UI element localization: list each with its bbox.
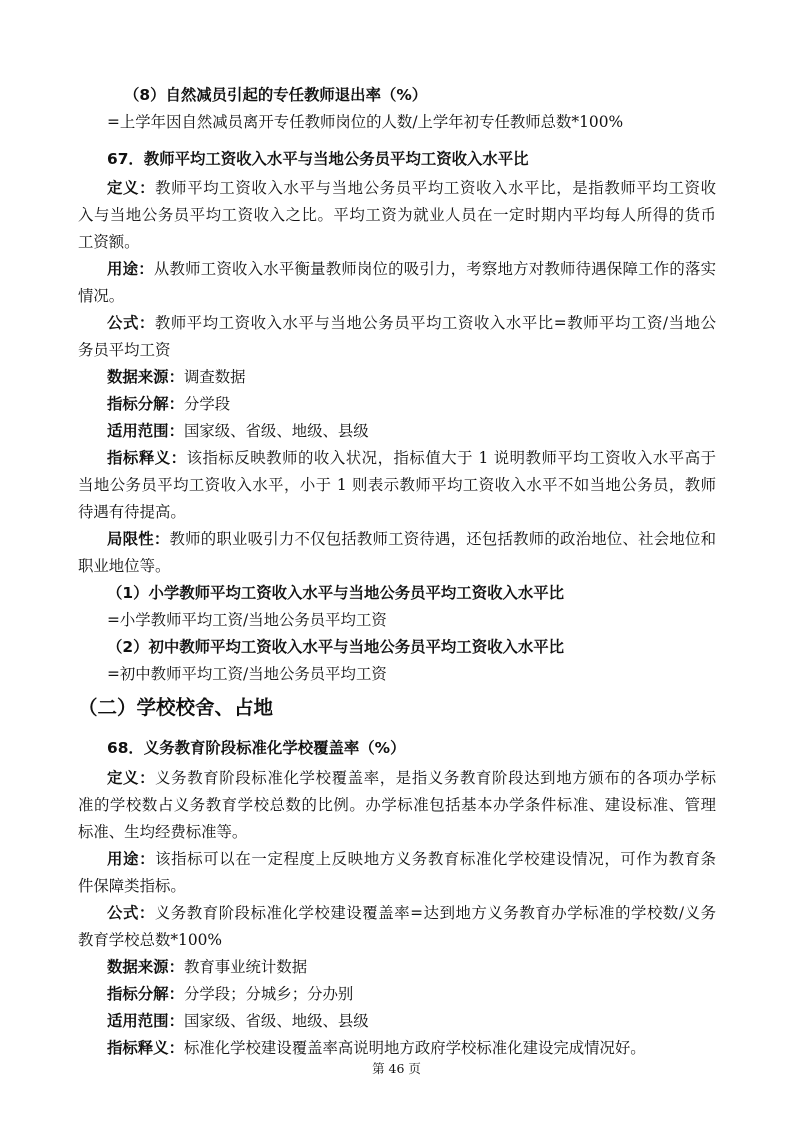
indicator-67-title: 67．教师平均工资收入水平与当地公务员平均工资收入水平比 bbox=[107, 150, 529, 168]
subsection-2-title: （2）初中教师平均工资收入水平与当地公务员平均工资收入水平比 bbox=[107, 638, 565, 656]
subsection-1-title: （1）小学教师平均工资收入水平与当地公务员平均工资收入水平比 bbox=[107, 584, 565, 602]
definition-label: 定义： bbox=[107, 179, 156, 197]
subsection-8-formula: =上学年因自然减员离开专任教师岗位的人数/上学年初专任教师总数*100% bbox=[107, 113, 624, 131]
indicator-67-data-source: 数据来源：调查数据 bbox=[107, 368, 246, 386]
subsection-1-formula: =小学教师平均工资/当地公务员平均工资 bbox=[107, 611, 387, 629]
page-number: 第 46 页 bbox=[372, 1061, 421, 1076]
document-page: （8）自然减员引起的专任教师退出率（%） =上学年因自然减员离开专任教师岗位的人数/上学年初专任教师总数*100% 67．教师平均工资收入水平与当地公务员平均工资收入水平比 定义：教师平均工资收入水平与当地公务员平均工资收入水平比，是指教师平均工资收 入与当地公务员平均工资收入之比。平均工资为就业人员在一定时期内平均每人所得的货币 工资额。 用途：从教师工资收入水平衡量教师岗位的吸引力，考察地方对教师待遇保障工作的落实 情况。 公式：教师平均工资收入水平与当地公务员平均工资收入水平比=教师平均工资/当地公 务员平均工资 数据来源：调查数据 指标分解：分学段 适用范围：国家级、省级、地级、县级 指标释义：该指标反映教师的收入状况，指标值大于 1 说明教师平均工资收入水平高于 当地公务员平均工资收入水平，小于 1 则表示教师平均工资收入水平不如当地公务员，教师 待遇有待提高。 局限性：教师的职业吸引力不仅包括教师工资待遇，还包括教师的政治地位、社会地位和 职业地位等。 （1）小学教师平均工资收入水平与当地公务员平均工资收入水平比 =小学教师平均工资/当地公务员平均工资 （2）初中教师平均工资收入水平与当地公务员平均工资收入水平比 =初中教师平均工资/当地公务员平均工资 （二）学校校舍、占地 68．义务教育阶段标准化学校覆盖率（%） 定义：义务教育阶段标准化学校覆盖率，是指义务教育阶段达到地方颁布的各项办学标 准的学校数占义务教育学校总数的比例。办学标准包括基本办学条件标准、建设标准、管理 标准、生均经费标准等。 用途：该指标可以在一定程度上反映地方义务教育标准化学校建设情况，可作为教育条 件保障类指标。 公式：义务教育阶段标准化学校建设覆盖率=达到地方义务教育办学标准的学校数/义务 教育学校总数*100% 数据来源：教育事业统计数据 指标分解：分学段；分城乡；分办别 适用范围：国家级、省级、地级、县级 指标释义：标准化学校建设覆盖率高说明地方政府学校标准化建设完成情况好。 第 46 页 bbox=[0, 0, 793, 1123]
indicator-67-limitation: 局限性：教师的职业吸引力不仅包括教师工资待遇，还包括教师的政治地位、社会地位和 bbox=[107, 530, 716, 548]
usage-label: 用途： bbox=[107, 260, 154, 278]
section-heading: （二）学校校舍、占地 bbox=[78, 696, 274, 719]
subsection-2-formula: =初中教师平均工资/当地公务员平均工资 bbox=[107, 665, 387, 683]
formula-label: 公式： bbox=[107, 314, 155, 332]
indicator-68-scope: 适用范围：国家级、省级、地级、县级 bbox=[107, 1012, 369, 1030]
indicator-68-breakdown: 指标分解：分学段；分城乡；分办别 bbox=[107, 985, 354, 1003]
indicator-67-breakdown: 指标分解：分学段 bbox=[107, 395, 231, 413]
indicator-68-usage: 用途：该指标可以在一定程度上反映地方义务教育标准化学校建设情况，可作为教育条 bbox=[107, 850, 716, 868]
indicator-67-usage: 用途：从教师工资收入水平衡量教师岗位的吸引力，考察地方对教师待遇保障工作的落实 bbox=[107, 260, 716, 278]
subsection-8-title: （8）自然减员引起的专任教师退出率（%） bbox=[124, 86, 428, 104]
indicator-67-interpretation: 指标释义：该指标反映教师的收入状况，指标值大于 1 说明教师平均工资收入水平高于 bbox=[107, 449, 716, 467]
indicator-68-title: 68．义务教育阶段标准化学校覆盖率（%） bbox=[107, 739, 406, 757]
indicator-68-interpretation: 指标释义：标准化学校建设覆盖率高说明地方政府学校标准化建设完成情况好。 bbox=[107, 1039, 646, 1057]
indicator-68-data-source: 数据来源：教育事业统计数据 bbox=[107, 958, 308, 976]
indicator-67-scope: 适用范围：国家级、省级、地级、县级 bbox=[107, 422, 369, 440]
indicator-68-definition: 定义：义务教育阶段标准化学校覆盖率，是指义务教育阶段达到地方颁布的各项办学标 bbox=[107, 769, 716, 787]
indicator-68-formula: 公式：义务教育阶段标准化学校建设覆盖率=达到地方义务教育办学标准的学校数/义务 bbox=[107, 904, 716, 922]
indicator-67-definition: 定义：教师平均工资收入水平与当地公务员平均工资收入水平比，是指教师平均工资收 bbox=[107, 179, 716, 197]
indicator-67-formula: 公式：教师平均工资收入水平与当地公务员平均工资收入水平比=教师平均工资/当地公 bbox=[107, 314, 716, 332]
